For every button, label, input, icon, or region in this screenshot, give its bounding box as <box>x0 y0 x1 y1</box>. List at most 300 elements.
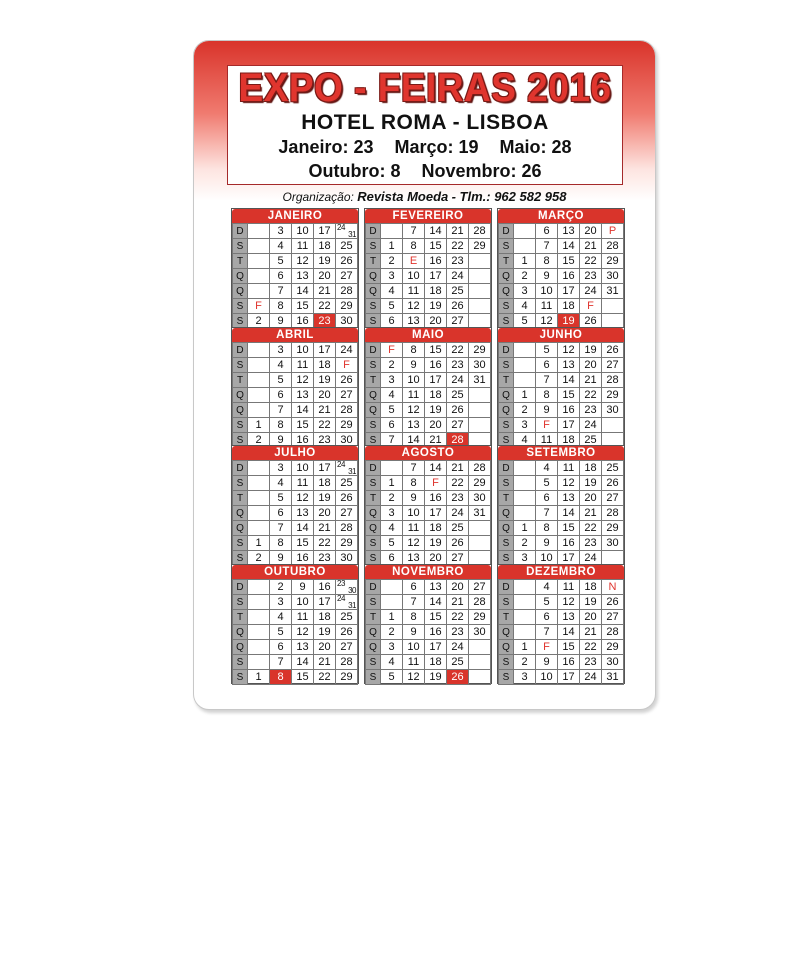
day-cell: 15 <box>425 239 447 254</box>
fair-day-cell: 8 <box>270 670 292 685</box>
day-cell: 2 <box>381 625 403 640</box>
day-cell: 17 <box>425 373 447 388</box>
day-cell: 11 <box>292 610 314 625</box>
weekday-label: S <box>366 670 381 685</box>
day-cell: 23 <box>314 433 336 448</box>
day-cell <box>248 239 270 254</box>
day-cell: 25 <box>447 284 469 299</box>
weekday-label: T <box>233 491 248 506</box>
month-calendar-julho <box>231 445 359 565</box>
month-calendar-setembro <box>497 445 625 565</box>
day-cell: 9 <box>403 358 425 373</box>
day-cell: 12 <box>292 625 314 640</box>
day-cell: 30 <box>336 314 358 329</box>
day-cell <box>248 358 270 373</box>
day-cell: 19 <box>314 491 336 506</box>
fair-day-cell: 19 <box>558 314 580 329</box>
day-cell: 14 <box>558 625 580 640</box>
month-name: MARÇO <box>498 209 624 223</box>
day-cell <box>469 521 491 536</box>
day-cell: 13 <box>558 610 580 625</box>
weekday-label: S <box>499 655 514 670</box>
day-cell: 24 <box>336 343 358 358</box>
month-calendar-dezembro <box>497 564 625 684</box>
day-cell <box>514 358 536 373</box>
day-cell: 27 <box>336 640 358 655</box>
day-cell: 7 <box>403 595 425 610</box>
day-cell: 22 <box>447 239 469 254</box>
weekday-label: Q <box>233 388 248 403</box>
day-cell: 2 <box>270 580 292 595</box>
weekday-label: Q <box>366 284 381 299</box>
day-cell: 19 <box>425 403 447 418</box>
day-cell: 12 <box>292 373 314 388</box>
day-cell: 4 <box>536 580 558 595</box>
day-cell: 30 <box>469 625 491 640</box>
day-cell: 2 <box>514 655 536 670</box>
weekday-label: S <box>499 358 514 373</box>
day-cell: 1 <box>248 536 270 551</box>
month-day-grid <box>365 342 491 448</box>
day-cell: 9 <box>536 655 558 670</box>
day-cell: 8 <box>536 254 558 269</box>
day-cell: 22 <box>447 476 469 491</box>
month-name: NOVEMBRO <box>365 565 491 579</box>
day-cell: 7 <box>536 625 558 640</box>
month-day-grid <box>232 342 358 448</box>
day-cell: 12 <box>292 254 314 269</box>
month-name: ABRIL <box>232 328 358 342</box>
day-cell: 27 <box>447 418 469 433</box>
weekday-label: S <box>366 299 381 314</box>
organization-line <box>194 189 655 204</box>
weekday-label: D <box>499 580 514 595</box>
day-cell: 22 <box>580 640 602 655</box>
day-cell: 6 <box>536 491 558 506</box>
day-cell: 16 <box>425 625 447 640</box>
day-cell: 14 <box>292 521 314 536</box>
day-cell: 23 <box>447 491 469 506</box>
day-cell: 5 <box>381 536 403 551</box>
month-calendar-abril <box>231 327 359 447</box>
day-cell: 30 <box>602 655 624 670</box>
day-cell: 29 <box>336 536 358 551</box>
weekday-label: Q <box>366 625 381 640</box>
day-cell: 12 <box>403 670 425 685</box>
day-cell: 7 <box>536 373 558 388</box>
day-cell: 31 <box>469 506 491 521</box>
day-cell: 25 <box>580 433 602 448</box>
day-cell: 3 <box>381 640 403 655</box>
weekday-label: Q <box>499 284 514 299</box>
day-cell: 17 <box>314 224 336 239</box>
organization-phone: - Tlm.: 962 582 958 <box>451 189 567 204</box>
day-cell: 17 <box>558 670 580 685</box>
day-cell: 9 <box>403 625 425 640</box>
day-cell: 17 <box>558 284 580 299</box>
weekday-label: S <box>366 476 381 491</box>
day-cell: 14 <box>403 433 425 448</box>
day-cell: 14 <box>292 403 314 418</box>
day-cell <box>514 625 536 640</box>
day-cell: 29 <box>602 254 624 269</box>
day-cell: 18 <box>425 655 447 670</box>
weekday-label: T <box>233 610 248 625</box>
day-cell: 18 <box>314 358 336 373</box>
day-cell: 27 <box>336 269 358 284</box>
month-name: SETEMBRO <box>498 446 624 460</box>
day-cell: 4 <box>270 476 292 491</box>
day-cell: 29 <box>602 388 624 403</box>
day-cell: F <box>536 418 558 433</box>
weekday-label: Q <box>233 269 248 284</box>
day-cell: 16 <box>558 536 580 551</box>
day-cell: 5 <box>536 476 558 491</box>
day-cell <box>248 655 270 670</box>
day-cell: 22 <box>447 610 469 625</box>
day-cell: 14 <box>292 655 314 670</box>
day-cell <box>248 388 270 403</box>
fair-date: Março: 19 <box>394 137 479 157</box>
hotel-subtitle: HOTEL ROMA - LISBOA <box>301 111 549 134</box>
day-cell: 26 <box>602 343 624 358</box>
day-cell: 15 <box>425 343 447 358</box>
day-cell: 2 <box>248 314 270 329</box>
day-cell: 3 <box>381 269 403 284</box>
day-cell: 17 <box>314 461 336 476</box>
weekday-label: S <box>499 299 514 314</box>
day-cell: 6 <box>270 388 292 403</box>
month-calendar-novembro <box>364 564 492 684</box>
day-cell <box>248 343 270 358</box>
weekday-label: S <box>233 433 248 448</box>
day-cell: 14 <box>292 284 314 299</box>
day-cell: 5 <box>536 595 558 610</box>
day-cell: 20 <box>425 418 447 433</box>
day-cell: 29 <box>469 343 491 358</box>
day-cell: 1 <box>514 640 536 655</box>
weekday-label: Q <box>233 640 248 655</box>
day-cell: 10 <box>536 551 558 566</box>
day-cell: 11 <box>292 358 314 373</box>
day-cell: F <box>536 640 558 655</box>
day-cell: 31 <box>602 670 624 685</box>
day-cell: 4 <box>381 655 403 670</box>
day-cell: 29 <box>602 640 624 655</box>
day-cell: 19 <box>580 343 602 358</box>
day-cell: 18 <box>314 476 336 491</box>
day-cell: 27 <box>469 580 491 595</box>
day-cell: 21 <box>425 433 447 448</box>
day-cell: 13 <box>403 551 425 566</box>
pocket-calendar-card <box>193 40 656 710</box>
fair-day-cell: 26 <box>447 670 469 685</box>
day-cell: F <box>248 299 270 314</box>
day-cell: 12 <box>403 299 425 314</box>
day-cell: 1 <box>381 610 403 625</box>
day-cell: 4 <box>270 610 292 625</box>
day-cell <box>514 343 536 358</box>
weekday-label: S <box>499 476 514 491</box>
day-cell: 24 31 <box>337 460 356 476</box>
day-cell: 6 <box>381 551 403 566</box>
weekday-label: D <box>233 461 248 476</box>
weekday-label: S <box>499 418 514 433</box>
day-cell: 2 <box>514 536 536 551</box>
day-cell: 13 <box>558 491 580 506</box>
day-cell: 31 <box>602 284 624 299</box>
day-cell <box>469 284 491 299</box>
day-cell: 9 <box>270 314 292 329</box>
day-cell: 26 <box>602 476 624 491</box>
day-cell: 20 <box>580 491 602 506</box>
day-cell: 18 <box>558 433 580 448</box>
weekday-label: S <box>499 595 514 610</box>
weekday-label: Q <box>499 640 514 655</box>
day-cell <box>514 491 536 506</box>
day-cell: 11 <box>536 433 558 448</box>
day-cell: 24 <box>447 373 469 388</box>
day-cell <box>514 476 536 491</box>
day-cell <box>248 521 270 536</box>
day-cell: 11 <box>403 388 425 403</box>
month-name: DEZEMBRO <box>498 565 624 579</box>
day-cell: 9 <box>270 433 292 448</box>
weekday-label: T <box>499 610 514 625</box>
day-cell: 14 <box>425 461 447 476</box>
weekday-label: S <box>233 536 248 551</box>
day-cell: F <box>336 358 358 373</box>
weekday-label: D <box>366 580 381 595</box>
day-cell: 16 <box>558 655 580 670</box>
day-cell: 22 <box>314 418 336 433</box>
weekday-label: D <box>499 224 514 239</box>
day-cell: 6 <box>381 418 403 433</box>
day-cell: 22 <box>580 388 602 403</box>
day-cell: 8 <box>536 388 558 403</box>
day-cell: 11 <box>403 521 425 536</box>
day-cell: 13 <box>558 224 580 239</box>
day-cell <box>469 536 491 551</box>
weekday-label: S <box>366 595 381 610</box>
weekday-label: Q <box>499 269 514 284</box>
weekday-label: S <box>233 358 248 373</box>
weekday-label: T <box>366 491 381 506</box>
day-cell: 20 <box>447 580 469 595</box>
day-cell: 1 <box>381 239 403 254</box>
day-cell: 5 <box>270 254 292 269</box>
day-cell <box>469 655 491 670</box>
day-cell: 28 <box>602 373 624 388</box>
day-cell: 20 <box>425 551 447 566</box>
day-cell <box>469 254 491 269</box>
day-cell: 8 <box>403 610 425 625</box>
day-cell: 4 <box>514 433 536 448</box>
day-cell: 22 <box>580 254 602 269</box>
day-cell: 10 <box>292 595 314 610</box>
weekday-label: D <box>499 461 514 476</box>
day-cell: 15 <box>292 670 314 685</box>
month-calendar-maio <box>364 327 492 447</box>
day-cell: 20 <box>580 358 602 373</box>
weekday-label: S <box>366 418 381 433</box>
day-cell: 15 <box>558 254 580 269</box>
weekday-label: Q <box>233 403 248 418</box>
day-cell <box>248 403 270 418</box>
day-cell: 23 30 <box>337 579 356 595</box>
day-cell: 20 <box>314 640 336 655</box>
day-cell: 23 <box>580 403 602 418</box>
day-cell: 21 <box>580 239 602 254</box>
day-cell: 4 <box>514 299 536 314</box>
day-cell: 16 <box>425 358 447 373</box>
day-cell: 11 <box>292 476 314 491</box>
weekday-label: D <box>366 461 381 476</box>
day-cell: 26 <box>336 254 358 269</box>
day-cell: 18 <box>580 461 602 476</box>
day-cell: 8 <box>403 476 425 491</box>
day-cell: 18 <box>558 299 580 314</box>
day-cell: F <box>425 476 447 491</box>
day-cell: 28 <box>336 655 358 670</box>
weekday-label: S <box>233 655 248 670</box>
day-cell: 14 <box>425 224 447 239</box>
day-cell: E <box>403 254 425 269</box>
organization-label: Organização: <box>282 190 354 204</box>
day-cell: 1 <box>514 388 536 403</box>
day-cell: F <box>580 299 602 314</box>
weekday-label: Q <box>366 403 381 418</box>
weekday-label: S <box>366 314 381 329</box>
day-cell: 29 <box>336 299 358 314</box>
day-cell: 1 <box>514 254 536 269</box>
weekday-label: S <box>366 551 381 566</box>
day-cell <box>248 640 270 655</box>
day-cell: 23 <box>447 358 469 373</box>
day-cell: 24 <box>447 506 469 521</box>
fair-date: Novembro: 26 <box>421 161 542 181</box>
day-cell: 26 <box>336 491 358 506</box>
fair-day-cell: 23 <box>314 314 336 329</box>
day-cell: 24 <box>580 418 602 433</box>
day-cell: 5 <box>381 299 403 314</box>
day-cell: 20 <box>580 610 602 625</box>
day-cell: 21 <box>580 506 602 521</box>
day-cell <box>514 506 536 521</box>
day-cell: 4 <box>536 461 558 476</box>
day-cell: 27 <box>336 388 358 403</box>
day-cell: 3 <box>514 284 536 299</box>
month-name: AGOSTO <box>365 446 491 460</box>
fair-date: Janeiro: 23 <box>278 137 374 157</box>
day-cell: 30 <box>469 491 491 506</box>
month-name: FEVEREIRO <box>365 209 491 223</box>
weekday-label: S <box>366 358 381 373</box>
day-cell: 14 <box>558 506 580 521</box>
day-cell: 26 <box>602 595 624 610</box>
day-cell: 23 <box>580 269 602 284</box>
day-cell: 18 <box>314 610 336 625</box>
day-cell <box>469 388 491 403</box>
month-day-grid <box>498 342 624 448</box>
day-cell: 16 <box>558 403 580 418</box>
day-cell: 6 <box>270 506 292 521</box>
day-cell <box>514 224 536 239</box>
fair-dates-line-2 <box>228 161 622 182</box>
month-day-grid <box>365 223 491 329</box>
month-name: JULHO <box>232 446 358 460</box>
day-cell: 24 31 <box>337 594 356 610</box>
day-cell: 12 <box>536 314 558 329</box>
day-cell: 8 <box>270 418 292 433</box>
day-cell: 9 <box>536 536 558 551</box>
day-cell: 17 <box>314 595 336 610</box>
day-cell: 12 <box>403 403 425 418</box>
month-name: MAIO <box>365 328 491 342</box>
day-cell: 4 <box>270 358 292 373</box>
day-cell <box>514 373 536 388</box>
day-cell: 28 <box>602 506 624 521</box>
day-cell: 20 <box>425 314 447 329</box>
day-cell: 21 <box>447 595 469 610</box>
day-cell: 23 <box>580 536 602 551</box>
day-cell: 3 <box>270 224 292 239</box>
day-cell: 5 <box>381 403 403 418</box>
day-cell: 29 <box>336 670 358 685</box>
day-cell <box>514 595 536 610</box>
day-cell <box>248 224 270 239</box>
day-cell <box>248 580 270 595</box>
day-cell: 29 <box>469 610 491 625</box>
day-cell: 15 <box>558 388 580 403</box>
day-cell: 28 <box>336 284 358 299</box>
weekday-label: T <box>233 254 248 269</box>
day-cell: 25 <box>336 239 358 254</box>
day-cell: 3 <box>381 373 403 388</box>
day-cell: 5 <box>514 314 536 329</box>
day-cell: 23 <box>314 551 336 566</box>
day-cell: 4 <box>270 239 292 254</box>
day-cell: 29 <box>469 239 491 254</box>
weekday-label: D <box>233 224 248 239</box>
day-cell: 12 <box>558 595 580 610</box>
weekday-label: S <box>233 551 248 566</box>
day-cell: 29 <box>336 418 358 433</box>
day-cell: 5 <box>270 491 292 506</box>
weekday-label: T <box>499 491 514 506</box>
day-cell: 6 <box>270 640 292 655</box>
fair-date: Maio: 28 <box>499 137 572 157</box>
day-cell: 10 <box>292 224 314 239</box>
day-cell: 19 <box>425 670 447 685</box>
weekday-label: S <box>233 239 248 254</box>
day-cell: 3 <box>514 551 536 566</box>
day-cell: 8 <box>403 343 425 358</box>
day-cell: 27 <box>602 491 624 506</box>
day-cell: 11 <box>558 580 580 595</box>
day-cell: 22 <box>314 670 336 685</box>
day-cell <box>248 269 270 284</box>
day-cell: 16 <box>558 269 580 284</box>
fair-day-cell: 28 <box>447 433 469 448</box>
day-cell: 9 <box>292 580 314 595</box>
day-cell: 30 <box>336 551 358 566</box>
weekday-label: Q <box>366 506 381 521</box>
day-cell: 6 <box>536 224 558 239</box>
weekday-label: S <box>233 314 248 329</box>
day-cell: 17 <box>314 343 336 358</box>
day-cell <box>469 670 491 685</box>
